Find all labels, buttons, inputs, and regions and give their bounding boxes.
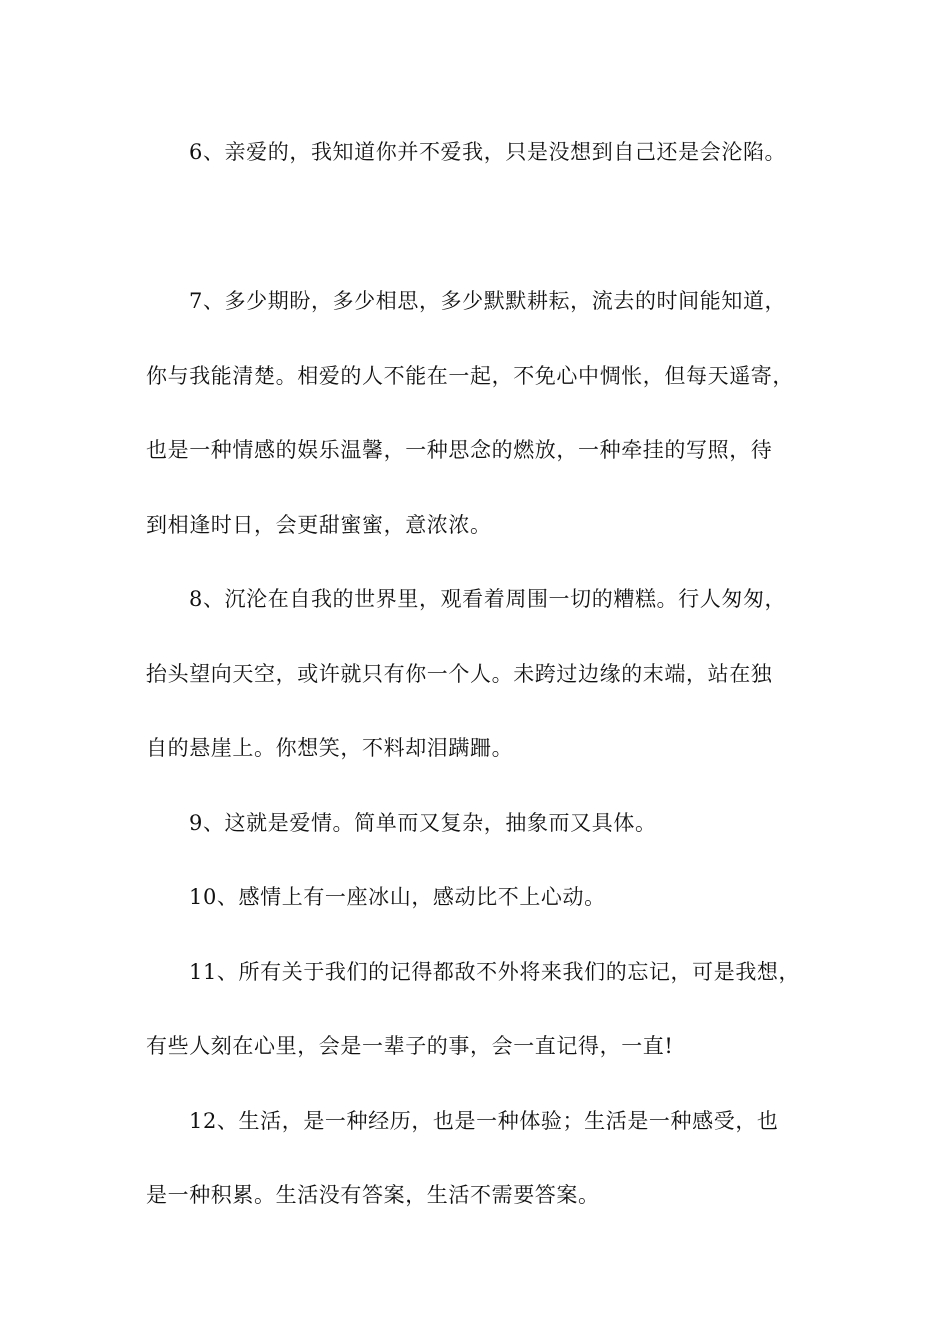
paragraph-7-line-4: 到相逢时日，会更甜蜜蜜，意浓浓。	[146, 513, 492, 537]
paragraph-11-line-2: 有些人刻在心里，会是一辈子的事，会一直记得，一直!	[146, 1034, 674, 1058]
paragraph-7-line-3: 也是一种情感的娱乐温馨，一种思念的燃放，一种牵挂的写照，待	[146, 438, 773, 462]
paragraph-9-line-1: 9、这就是爱情。简单而又复杂，抽象而又具体。	[189, 811, 657, 835]
paragraph-8-line-1: 8、沉沦在自我的世界里，观看着周围一切的糟糕。行人匆匆，	[189, 587, 787, 611]
paragraph-7-line-1: 7、多少期盼，多少相思，多少默默耕耘，流去的时间能知道，	[189, 289, 787, 313]
paragraph-12-line-1: 12、生活，是一种经历，也是一种体验；生活是一种感受，也	[189, 1109, 779, 1133]
paragraph-12-line-2: 是一种积累。生活没有答案，生活不需要答案。	[146, 1183, 600, 1207]
paragraph-11-line-1: 11、所有关于我们的记得都敌不外将来我们的忘记，可是我想，	[189, 960, 801, 984]
paragraph-7-line-2: 你与我能清楚。相爱的人不能在一起，不免心中惆怅，但每天遥寄，	[146, 364, 794, 388]
paragraph-8-line-2: 抬头望向天空，或许就只有你一个人。未跨过边缘的末端，站在独	[146, 662, 773, 686]
paragraph-8-line-3: 自的悬崖上。你想笑，不料却泪蹒跚。	[146, 736, 514, 760]
paragraph-10-line-1: 10、感情上有一座冰山，感动比不上心动。	[189, 885, 606, 909]
paragraph-6-line-1: 6、亲爱的，我知道你并不爱我，只是没想到自己还是会沦陷。	[189, 140, 787, 164]
